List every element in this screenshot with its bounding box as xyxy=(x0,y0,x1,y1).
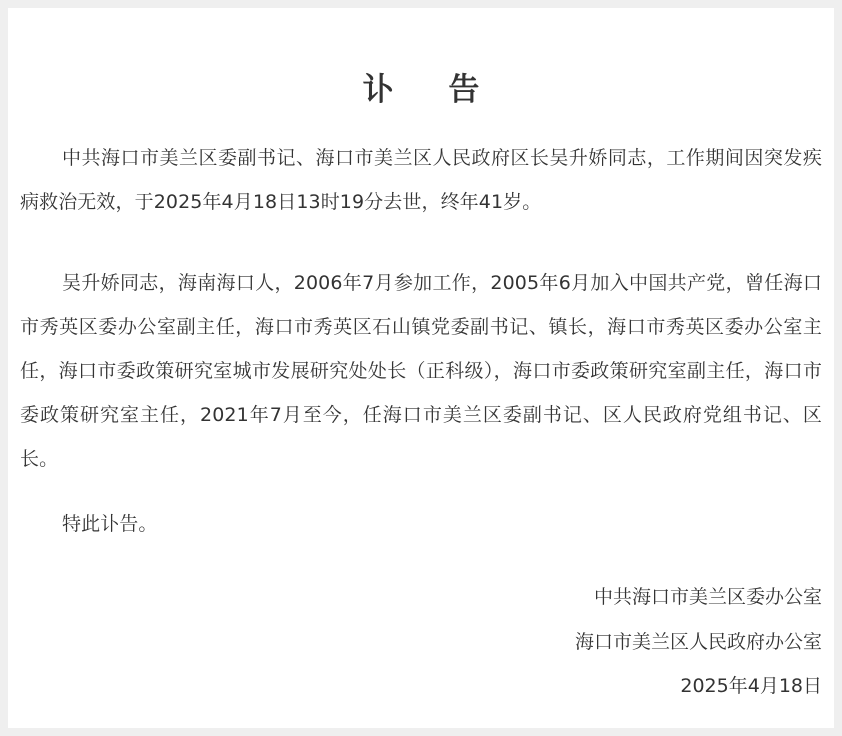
signature-date: 2025年4月18日 xyxy=(680,675,822,697)
paragraph-closing: 特此讣告。 xyxy=(62,513,158,535)
signature-government-office: 海口市美兰区人民政府办公室 xyxy=(574,631,822,653)
signature-party-office: 中共海口市美兰区委办公室 xyxy=(593,586,822,608)
page-title: 讣 告 xyxy=(362,72,502,108)
paragraph-death-announcement: 中共海口市美兰区委副书记、海口市美兰区人民政府区长吴升娇同志，工作期间因突发疾病救治无效，于2025年4月18日13时19分去世，终年41岁。 xyxy=(20,147,822,213)
notice-page xyxy=(8,8,834,728)
paragraph-biography: 吴升娇同志，海南海口人，2006年7月参加工作，2005年6月加入中国共产党，曾任海口市秀英区委办公室副主任，海口市秀英区石山镇党委副书记、镇长，海口市秀英区委办公室主任，海口市委政策研究室城市发展研究处处长（正科级），海口市委政策研究室副主任，海口市委政策研究室主任，2021年7月至今，任海口市美兰区委副书记、区人民政府党组书记、区长。 xyxy=(20,272,822,470)
